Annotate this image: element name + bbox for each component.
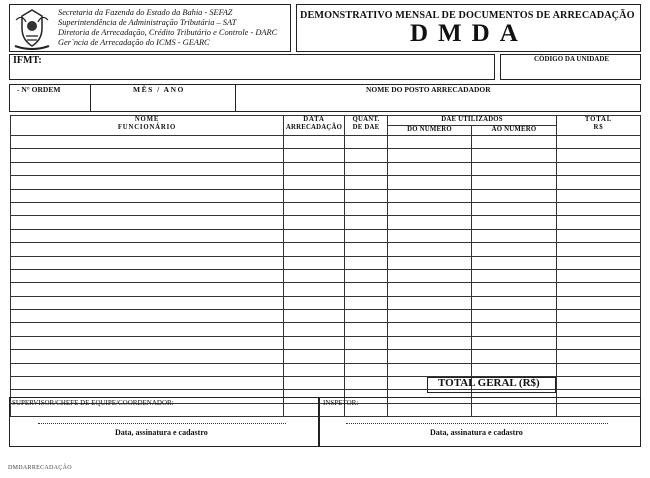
table-cell[interactable] <box>557 256 641 269</box>
table-row <box>11 310 641 323</box>
table-cell[interactable] <box>345 229 388 242</box>
table-cell[interactable] <box>11 336 284 349</box>
table-cell[interactable] <box>557 136 641 149</box>
total-geral-label: TOTAL GERAL (R$) <box>438 377 540 389</box>
table-cell[interactable] <box>557 202 641 215</box>
table-cell[interactable] <box>472 162 557 175</box>
table-row <box>11 149 641 162</box>
table-cell[interactable] <box>557 176 641 189</box>
table-cell[interactable] <box>11 323 284 336</box>
table-cell[interactable] <box>388 283 472 296</box>
col-total-header <box>557 116 641 136</box>
table-cell[interactable] <box>388 336 472 349</box>
table-cell[interactable] <box>284 350 345 363</box>
table-cell[interactable] <box>388 202 472 215</box>
table-cell[interactable] <box>557 323 641 336</box>
table-cell[interactable] <box>557 350 641 363</box>
table-row <box>11 136 641 149</box>
table-row <box>11 162 641 175</box>
table-cell[interactable] <box>11 310 284 323</box>
table-row <box>11 336 641 349</box>
ifmt-field[interactable] <box>9 54 495 80</box>
table-cell[interactable] <box>284 243 345 256</box>
table-cell[interactable] <box>11 283 284 296</box>
table-cell[interactable] <box>388 323 472 336</box>
table-cell[interactable] <box>557 162 641 175</box>
table-row <box>11 296 641 309</box>
document-title: DEMONSTRATIVO MENSAL DE DOCUMENTOS DE ARRECADAÇÃO <box>300 10 635 21</box>
col-total-label-1: TOTAL <box>584 116 613 123</box>
table-cell[interactable] <box>388 310 472 323</box>
col-data-label-2: ARRECADAÇÃO <box>285 124 343 131</box>
table-cell[interactable] <box>472 149 557 162</box>
table-cell[interactable] <box>345 256 388 269</box>
table-cell[interactable] <box>345 202 388 215</box>
table-cell[interactable] <box>11 176 284 189</box>
table-cell[interactable] <box>557 310 641 323</box>
header-line-2: Superintendência de Administração Tributária – SAT <box>58 18 237 27</box>
table-row <box>11 269 641 282</box>
header-line-1: Secretaria da Fazenda do Estado da Bahia - SEFAZ <box>58 8 233 17</box>
table-cell[interactable] <box>11 149 284 162</box>
col-nome-header <box>11 116 284 136</box>
table-row <box>11 216 641 229</box>
table-cell[interactable] <box>472 229 557 242</box>
col-quant-label-2: DE DAE <box>352 124 380 131</box>
table-cell[interactable] <box>472 310 557 323</box>
table-cell[interactable] <box>345 269 388 282</box>
ifmt-label: IFMT: <box>13 55 42 66</box>
table-cell[interactable] <box>388 149 472 162</box>
inspetor-label: INSPETOR: <box>323 399 359 407</box>
col-dae-group-header: DAE UTILIZADOS <box>388 116 557 126</box>
table-cell[interactable] <box>472 243 557 256</box>
table-cell[interactable] <box>388 256 472 269</box>
col-nome-label-2: FUNCIONÁRIO <box>117 124 177 131</box>
inspetor-caption: Data, assinatura e cadastro <box>430 428 523 437</box>
table-cell[interactable] <box>557 216 641 229</box>
table-cell[interactable] <box>388 269 472 282</box>
table-cell[interactable] <box>557 363 641 376</box>
table-cell[interactable] <box>557 243 641 256</box>
table-cell[interactable] <box>11 350 284 363</box>
table-row <box>11 176 641 189</box>
table-cell[interactable] <box>388 189 472 202</box>
table-row <box>11 243 641 256</box>
table-cell[interactable] <box>472 256 557 269</box>
table-cell[interactable] <box>388 136 472 149</box>
col-ao-numero-header: AO NUMERO <box>472 126 557 136</box>
table-row <box>11 350 641 363</box>
supervisor-caption: Data, assinatura e cadastro <box>115 428 208 437</box>
mes-ano-label: MÊS / ANO <box>133 85 185 94</box>
nome-posto-label: NOME DO POSTO ARRECADADOR <box>366 85 491 94</box>
table-cell[interactable] <box>345 363 388 376</box>
table-cell[interactable] <box>472 216 557 229</box>
col-do-numero-header: DO NUMERO <box>388 126 472 136</box>
ordem-label: - N° ORDEM <box>17 85 61 94</box>
table-cell[interactable] <box>388 176 472 189</box>
supervisor-label: SUPERVISOR/CHEFE DE EQUIPE/COORDENADOR: <box>12 399 174 407</box>
table-cell[interactable] <box>11 136 284 149</box>
table-cell[interactable] <box>284 377 345 390</box>
table-cell[interactable] <box>557 149 641 162</box>
col-quant-header <box>345 116 388 136</box>
table-cell[interactable] <box>284 310 345 323</box>
table-cell[interactable] <box>345 310 388 323</box>
col-total-label-2: R$ <box>593 124 604 131</box>
table-cell[interactable] <box>472 202 557 215</box>
table-cell[interactable] <box>345 350 388 363</box>
table-cell[interactable] <box>284 296 345 309</box>
table-row <box>11 256 641 269</box>
table-cell[interactable] <box>472 350 557 363</box>
table-cell[interactable] <box>284 323 345 336</box>
table-cell[interactable] <box>11 229 284 242</box>
state-crest-icon <box>12 8 52 50</box>
table-cell[interactable] <box>557 283 641 296</box>
table-cell[interactable] <box>345 189 388 202</box>
table-cell[interactable] <box>11 363 284 376</box>
funcionarios-table <box>10 115 641 417</box>
table-cell[interactable] <box>11 162 284 175</box>
supervisor-signature-line <box>38 423 286 424</box>
table-cell[interactable] <box>557 296 641 309</box>
table-cell[interactable] <box>345 243 388 256</box>
table-cell[interactable] <box>284 229 345 242</box>
document-acronym: DMDA <box>410 20 528 47</box>
table-cell[interactable] <box>345 149 388 162</box>
table-cell[interactable] <box>284 189 345 202</box>
table-cell[interactable] <box>472 296 557 309</box>
table-cell[interactable] <box>11 189 284 202</box>
table-row <box>11 283 641 296</box>
inspetor-signature-line <box>346 423 608 424</box>
table-cell[interactable] <box>11 256 284 269</box>
table-cell[interactable] <box>557 189 641 202</box>
col-nome-label-1: NOME <box>134 116 160 123</box>
table-cell[interactable] <box>345 283 388 296</box>
col-data-label-1: DATA <box>303 116 325 123</box>
table-cell[interactable] <box>388 229 472 242</box>
table-cell[interactable] <box>345 377 388 390</box>
table-row <box>11 202 641 215</box>
table-cell[interactable] <box>472 363 557 376</box>
table-cell[interactable] <box>472 269 557 282</box>
table-cell[interactable] <box>345 323 388 336</box>
header-line-3: Diretoria de Arrecadação, Crédito Tributário e Controle - DARC <box>58 28 278 37</box>
codigo-unidade-label: CÓDIGO DA UNIDADE <box>534 55 610 63</box>
table-cell[interactable] <box>284 136 345 149</box>
col-quant-label-1: QUANT. <box>352 116 380 123</box>
table-cell[interactable] <box>472 176 557 189</box>
table-cell[interactable] <box>284 216 345 229</box>
table-cell[interactable] <box>472 189 557 202</box>
table-cell[interactable] <box>557 269 641 282</box>
table-cell[interactable] <box>11 243 284 256</box>
table-cell[interactable] <box>284 283 345 296</box>
table-cell[interactable] <box>557 229 641 242</box>
table-cell[interactable] <box>11 202 284 215</box>
table-row <box>11 189 641 202</box>
table-cell[interactable] <box>345 296 388 309</box>
table-cell[interactable] <box>11 269 284 282</box>
table-cell[interactable] <box>388 243 472 256</box>
table-cell[interactable] <box>284 336 345 349</box>
table-cell[interactable] <box>557 336 641 349</box>
table-cell[interactable] <box>284 176 345 189</box>
footer-code: DMDARRECADAÇÃO <box>8 465 72 471</box>
table-cell[interactable] <box>345 176 388 189</box>
table-cell[interactable] <box>388 162 472 175</box>
table-cell[interactable] <box>11 296 284 309</box>
table-cell[interactable] <box>284 256 345 269</box>
table-cell[interactable] <box>472 136 557 149</box>
table-cell[interactable] <box>11 216 284 229</box>
table-cell[interactable] <box>345 216 388 229</box>
col-data-header <box>284 116 345 136</box>
table-cell[interactable] <box>284 162 345 175</box>
table-cell[interactable] <box>472 336 557 349</box>
table-cell[interactable] <box>345 336 388 349</box>
table-row <box>11 229 641 242</box>
inspetor-box[interactable] <box>319 397 641 447</box>
table-row <box>11 363 641 376</box>
table-cell[interactable] <box>388 363 472 376</box>
table-cell[interactable] <box>388 296 472 309</box>
table-cell[interactable] <box>388 350 472 363</box>
table-cell[interactable] <box>284 149 345 162</box>
header-line-4: Ger`ncia de Arrecadação do ICMS - GEARC <box>58 38 210 47</box>
table-cell[interactable] <box>388 216 472 229</box>
table-cell[interactable] <box>557 377 641 390</box>
table-cell[interactable] <box>345 162 388 175</box>
table-cell[interactable] <box>284 269 345 282</box>
table-row <box>11 323 641 336</box>
table-cell[interactable] <box>345 136 388 149</box>
table-cell[interactable] <box>284 363 345 376</box>
table-cell[interactable] <box>472 323 557 336</box>
table-cell[interactable] <box>284 202 345 215</box>
table-cell[interactable] <box>472 283 557 296</box>
table-cell[interactable] <box>11 377 284 390</box>
